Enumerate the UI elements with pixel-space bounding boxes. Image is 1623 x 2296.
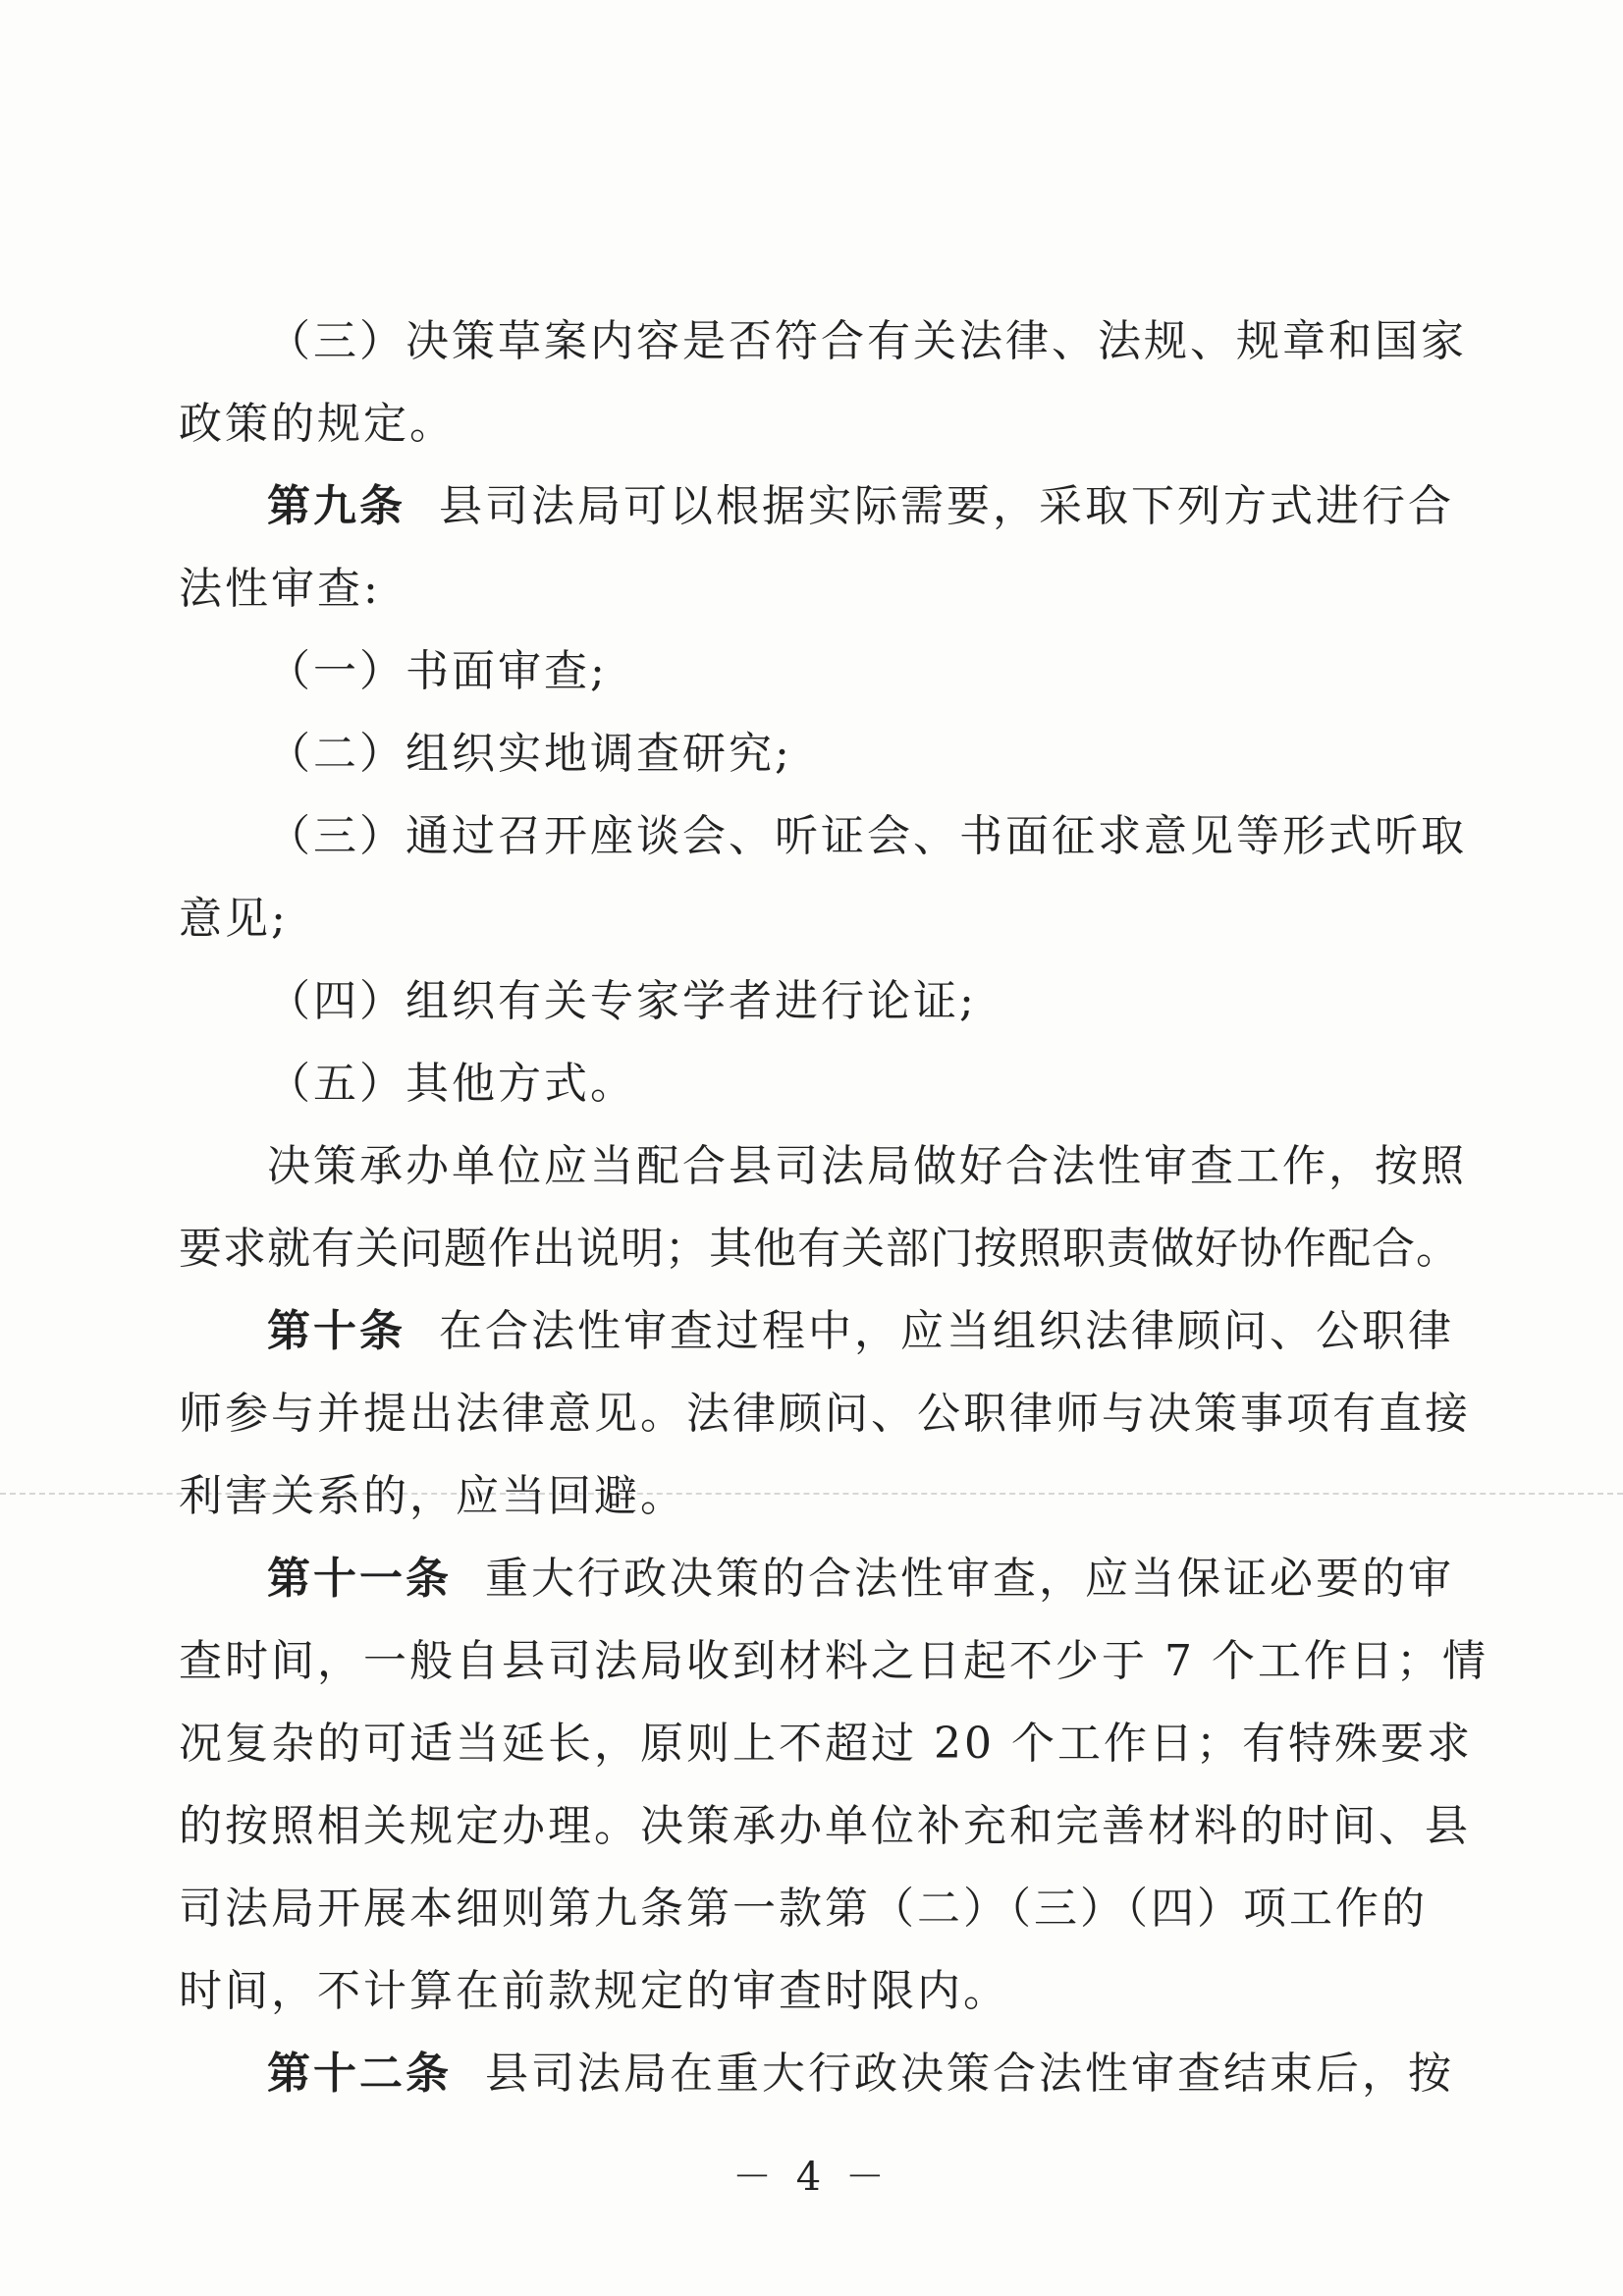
- article-heading: 第十一条: [267, 1554, 452, 1604]
- list-item: （二）组织实地调查研究;: [267, 729, 792, 779]
- text-line: 师参与并提出法律意见。法律顾问、公职律师与决策事项有直接: [179, 1389, 1471, 1439]
- text-line: 查时间，一般自县司法局收到材料之日起不少于 7 个工作日；情: [179, 1636, 1488, 1686]
- text-line: （三）决策草案内容是否符合有关法律、法规、规章和国家: [267, 316, 1467, 366]
- text-line: 决策承办单位应当配合县司法局做好合法性审查工作，按照: [267, 1141, 1467, 1191]
- text-line: 司法局开展本细则第九条第一款第（二）（三）（四）项工作的: [179, 1884, 1428, 1934]
- text-line: 时间，不计算在前款规定的审查时限内。: [179, 1966, 1009, 2016]
- page-number: － 4 －: [732, 2155, 891, 2200]
- article-11-line: 第十一条 重大行政决策的合法性审查，应当保证必要的审: [0, 1548, 1623, 1611]
- text-line: 要求就有关问题作出说明；其他有关部门按照职责做好协作配合。: [179, 1224, 1460, 1274]
- text-line: 的按照相关规定办理。决策承办单位补充和完善材料的时间、县: [179, 1801, 1471, 1851]
- text-line: 法性审查:: [179, 564, 381, 614]
- article-heading: 第十二条: [267, 2049, 452, 2099]
- article-12-line: 第十二条 县司法局在重大行政决策合法性审查结束后，按: [0, 2043, 1623, 2105]
- list-item: （五）其他方式。: [267, 1059, 636, 1109]
- article-10-line: 第十条 在合法性审查过程中，应当组织法律顾问、公职律: [0, 1300, 1623, 1363]
- list-item: （一）书面审查;: [267, 646, 608, 696]
- text-line: 况复杂的可适当延长，原则上不超过 20 个工作日；有特殊要求: [179, 1719, 1473, 1769]
- list-item: （四）组织有关专家学者进行论证;: [267, 976, 977, 1026]
- text-line: 政策的规定。: [179, 399, 456, 449]
- list-item: （三）通过召开座谈会、听证会、书面征求意见等形式听取: [267, 811, 1467, 861]
- text-line: 意见;: [179, 894, 289, 944]
- article-heading: 第十条: [267, 1306, 406, 1356]
- article-heading: 第九条: [267, 481, 406, 531]
- article-9-line: 第九条 县司法局可以根据实际需要，采取下列方式进行合: [0, 475, 1623, 538]
- text-line: 利害关系的，应当回避。: [179, 1471, 686, 1521]
